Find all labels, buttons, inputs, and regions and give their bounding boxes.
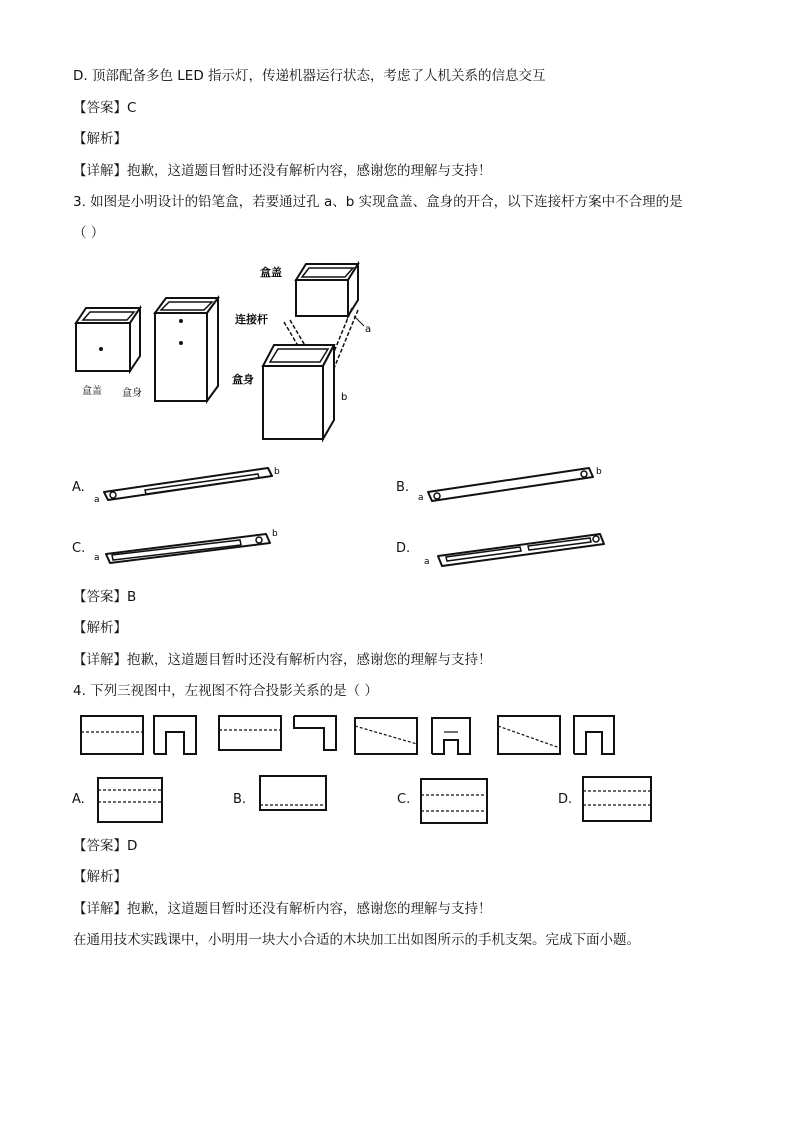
detail-line: 【详解】抱歉，这道题目暂时还没有解析内容，感谢您的理解与支持！: [73, 163, 492, 179]
open-lid: [296, 264, 358, 316]
open-body: [263, 345, 334, 439]
answer-4: 【答案】D: [73, 838, 138, 854]
q4-option-d: D.: [558, 792, 573, 807]
answer-line: 【答案】C: [73, 100, 137, 116]
q4-option-d-view: [581, 774, 655, 824]
question-4-text: 4. 下列三视图中，左视图不符合投影关系的是（ ）: [73, 683, 378, 699]
question-3-bracket: （ ）: [73, 225, 105, 241]
answer-3: 【答案】B: [73, 589, 137, 605]
q3-option-c: C.: [72, 541, 86, 556]
three-view-top-row: [78, 712, 618, 760]
question-3-text: 3. 如图是小明设计的铅笔盒，若要通过孔 a、b 实现盒盖、盒身的开合，以下连接杆方案中不合理的是: [73, 194, 683, 210]
label-lid: 盒盖: [82, 386, 102, 397]
hole-b-label: b: [341, 392, 348, 403]
rod-option-b: [414, 462, 614, 506]
rod-option-d: [420, 526, 620, 570]
option-a-hole-a: a: [94, 495, 100, 505]
label-body2: 盒身: [232, 373, 254, 386]
analysis-4: 【解析】: [73, 869, 127, 885]
option-d-text: D. 顶部配备多色 LED 指示灯，传递机器运行状态，考虑了人机关系的信息交互: [73, 68, 546, 84]
detail-4: 【详解】抱歉，这道题目暂时还没有解析内容，感谢您的理解与支持！: [73, 901, 492, 917]
q4-option-c-view: [419, 776, 491, 826]
hole-a-label: a: [365, 324, 372, 335]
q4-option-c: C.: [397, 792, 411, 807]
option-c-hole-a: a: [94, 553, 100, 563]
label-lid2: 盒盖: [260, 266, 282, 279]
q4-option-a: A.: [72, 792, 85, 807]
q4-option-a-view: [96, 775, 166, 825]
label-body: 盒身: [122, 388, 142, 399]
q3-option-d: D.: [396, 541, 411, 556]
option-a-hole-b: b: [274, 467, 280, 477]
analysis-label: 【解析】: [73, 131, 127, 147]
lid-cube: [76, 308, 140, 371]
intro-next-questions: 在通用技术实践课中，小明用一块大小合适的木块加工出如图所示的手机支架。完成下面小题。: [73, 932, 640, 948]
detail-3: 【详解】抱歉，这道题目暂时还没有解析内容，感谢您的理解与支持！: [73, 652, 492, 668]
q3-option-a: A.: [72, 480, 85, 495]
body-cube: [155, 298, 218, 401]
label-rod: 连接杆: [235, 313, 268, 326]
option-d-hole-a: a: [424, 557, 430, 567]
q3-option-b: B.: [396, 480, 410, 495]
option-c-hole-b: b: [272, 529, 278, 539]
option-b-hole-a: a: [418, 493, 424, 503]
analysis-3: 【解析】: [73, 620, 127, 636]
rod-option-a: [90, 462, 290, 506]
rod-option-c: [90, 526, 290, 570]
option-b-hole-b: b: [596, 467, 602, 477]
pencil-box-figure: [70, 258, 390, 443]
q4-option-b: B.: [233, 792, 247, 807]
q4-option-b-view: [258, 773, 330, 813]
